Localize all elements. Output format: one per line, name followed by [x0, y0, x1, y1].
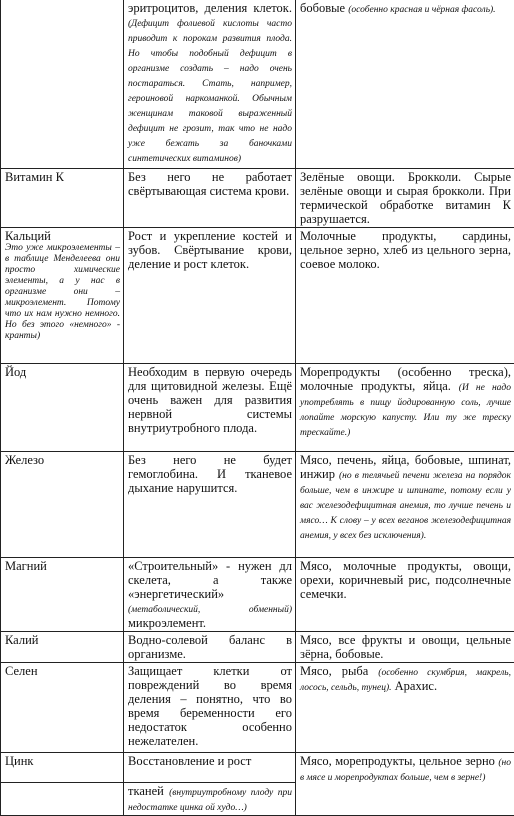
role-note: (Дефицит фолиевой кислоты часто приводит к порокам развития плода. Но чтобы подобный дефицит в организме создать – надо очень постараться. Стать, например, героиновой наркоманкой. Обычным женщинам таковой выраженный дефицит не грозит, так что не надо уже бежать за баночками синтетических витаминов): [128, 19, 292, 164]
role-text: Водно-солевой баланс в организме.: [128, 633, 292, 661]
table-row: [1, 631, 514, 662]
table-row: [1, 0, 514, 168]
source-text: Мясо, рыба: [300, 664, 368, 678]
role-text: Необходим в первую очередь для щитовидной железы. Ещё очень важен для развития нервной системы внутриутробного плода.: [128, 365, 292, 435]
role-cell: [124, 752, 296, 782]
source-cell: [296, 227, 514, 363]
nutrient-name: Селен: [5, 664, 38, 678]
source-text: Мясо, морепродукты, цельное зерно: [300, 754, 495, 768]
source-cell: [296, 451, 514, 557]
source-text: Мясо, все фрукты и овощи, цельные зёрна, бобовые.: [300, 633, 511, 661]
source-text: Мясо, печень, яйца, бобовые, шпинат, инжир: [300, 453, 511, 481]
nutrient-name-cell: [1, 631, 124, 662]
role-cell: [124, 227, 296, 363]
table-row: [1, 227, 514, 363]
source-cell: [296, 752, 514, 815]
source-note: (но в телячьей печени железа на порядок больше, чем в инжире и шпинате, потому если у вас железодефицитная анемия, то лучше печень и мясо… К слову – у всех веганов железодефицитная анемия, у всех без исключения).: [300, 471, 511, 541]
role-text: Восстановление и рост: [128, 754, 251, 768]
source-text: Молочные продукты, сардины, цельное зерно, хлеб из цельного зерна, соевое молоко.: [300, 229, 511, 271]
nutrient-note: Это уже микроэлементы – в таблице Менделеева они просто химические элементы, а у нас в организме они – микроэлемент. Потому что их нам нужно немного. Но без этого «немного» - кранты): [5, 243, 120, 342]
table-row: [1, 363, 514, 451]
role-tail: микроэлемент.: [128, 616, 206, 630]
nutrient-name-cell: [1, 451, 124, 557]
source-cell: [296, 363, 514, 451]
nutrient-name-cell: [1, 662, 124, 752]
role-note: (метаболический, обменный): [128, 605, 292, 615]
source-text: бобовые: [300, 1, 345, 15]
source-tail: Арахис.: [395, 679, 437, 693]
role-cell: [124, 168, 296, 227]
role-cell: [124, 631, 296, 662]
nutrient-name: Цинк: [5, 754, 33, 768]
source-note: (особенно красная и чёрная фасоль).: [348, 5, 495, 15]
role-text: «Строительный» - нужен дл скелета, а также «энергетический»: [128, 559, 292, 601]
source-cell: [296, 557, 514, 631]
role-text: эритроцитов, деления клеток.: [128, 1, 292, 15]
source-cell: [296, 631, 514, 662]
role-cell: [124, 782, 296, 815]
source-note: (но в мясе и морепродуктах больше, чем в зерне!): [300, 758, 511, 783]
role-cell: [124, 451, 296, 557]
source-cell: [296, 0, 514, 168]
table-row: [1, 557, 514, 631]
nutrient-name: Витамин К: [5, 170, 64, 184]
role-cell: [124, 557, 296, 631]
role-cell: [124, 662, 296, 752]
role-text: тканей: [128, 784, 164, 798]
nutrient-name-cell: [1, 168, 124, 227]
source-note: (И не надо употреблять в пищу йодированную соль, лучше лопайте морскую капусту. Или ту же треску трескайте.): [300, 383, 511, 438]
nutrient-name: Кальций: [5, 229, 120, 243]
table-row: [1, 168, 514, 227]
source-text: Морепродукты (особенно треска), молочные продукты, яйца.: [300, 365, 511, 393]
nutrient-name: Калий: [5, 633, 38, 647]
nutrient-name: Магний: [5, 559, 47, 573]
table-row: [1, 752, 514, 782]
role-text: Рост и укрепление костей и зубов. Свёртывание крови, деление и рост клеток.: [128, 229, 292, 271]
role-text: Без него не будет гемоглобина. И тканевое дыхание нарушится.: [128, 453, 292, 495]
nutrient-name-cell: [1, 782, 124, 815]
source-cell: [296, 168, 514, 227]
source-text: Мясо, молочные продукты, овощи, орехи, коричневый рис, подсолнечные семечки.: [300, 559, 511, 601]
role-text: Защищает клетки от повреждений во время деления – понятно, что во время беременности его недостаток особенно нежелателен.: [128, 664, 292, 748]
nutrient-name-cell: [1, 227, 124, 363]
nutrient-name-cell: [1, 557, 124, 631]
source-cell: [296, 662, 514, 752]
role-note: (внутриутробному плоду при недостатке цинка ой худо…): [128, 788, 292, 813]
nutrient-name: Железо: [5, 453, 44, 467]
role-cell: [124, 363, 296, 451]
role-text: Без него не работает свёртывающая система крови.: [128, 170, 292, 198]
table-row: [1, 451, 514, 557]
source-note: (особенно скумбрия, макрель, лосось, сельдь, тунец).: [300, 668, 511, 693]
nutrient-name: Йод: [5, 365, 26, 379]
nutrient-name-cell: [1, 752, 124, 782]
source-text: Зелёные овощи. Брокколи. Сырые зелёные овощи и сырая брокколи. При термической обработке витамин К разрушается.: [300, 170, 511, 226]
table-row: [1, 662, 514, 752]
nutrient-name-cell: [1, 0, 124, 168]
nutrient-name-cell: [1, 363, 124, 451]
role-cell: [124, 0, 296, 168]
